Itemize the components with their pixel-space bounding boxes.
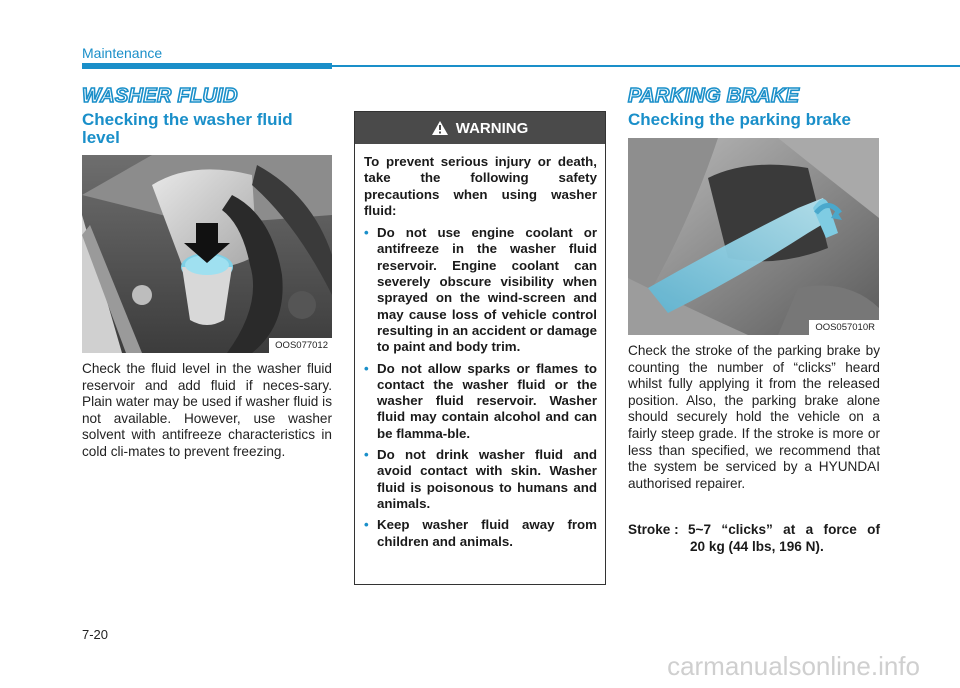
page-number: 7-20: [82, 627, 109, 642]
watermark: carmanualsonline.info: [667, 651, 920, 681]
parking-brake-title: PARKING BRAKE: [628, 85, 800, 107]
washer-fluid-subtitle: Checking the washer fluid level: [82, 110, 293, 147]
header-rule-thick: [82, 63, 332, 69]
parking-brake-subtitle: Checking the parking brake: [628, 110, 851, 129]
warning-box: [354, 111, 606, 585]
bullet-icon: •: [364, 360, 369, 376]
stroke-spec: [628, 522, 880, 555]
bullet-icon: •: [364, 225, 369, 241]
bullet-icon: •: [364, 447, 369, 463]
parking-brake-illustration: [628, 138, 879, 335]
stroke-line-1: 5~7 “clicks” at a force of: [688, 522, 880, 537]
image-code-right: OOS057010R: [809, 320, 879, 335]
washer-fluid-body: Check the fluid level in the washer fluid reservoir and add fluid if neces-sary. Plain water may be used if washer fluid is not available. However, use washer solvent with antifreeze characteristics in cold cli-mates to prevent freezing.: [82, 361, 332, 459]
warning-triangle-icon: [432, 121, 448, 135]
warning-item: • Do not allow sparks or flames to contact the washer fluid or the washer fluid reservoir. Washer fluid may contain alcohol and can be flamma-ble.: [364, 360, 597, 441]
section-label: Maintenance: [82, 45, 163, 61]
parking-brake-image: [628, 138, 879, 335]
stroke-line-2: 20 kg (44 lbs, 196 N).: [690, 538, 824, 554]
image-code-left: OOS077012: [269, 338, 332, 353]
stroke-label: Stroke :: [628, 522, 679, 537]
parking-brake-body: Check the stroke of the parking brake by counting the number of “clicks” heard whilst fully applying it from the released position. Also, the parking brake alone should securely hold the vehicle on a fairly steep grade. If the stroke is more or less than specified, we recommend that the system be serviced by a HYUNDAI authorised repairer.: [628, 343, 880, 491]
warning-intro: To prevent serious injury or death, take the following safety precautions when using washer fluid:: [364, 154, 597, 218]
warning-header: [355, 112, 605, 144]
warning-item: • Do not drink washer fluid and avoid contact with skin. Washer fluid is poisonous to humans and animals.: [364, 447, 597, 511]
bullet-icon: •: [364, 517, 369, 533]
warning-item: • Do not use engine coolant or antifreeze in the washer fluid reservoir. Engine coolant can severely obscure visibility when sprayed on the wind-screen and may cause loss of vehicle control resulting in an accident or damage to paint and body trim.: [364, 225, 597, 355]
header-rule-thin: [332, 65, 960, 67]
engine-bay-illustration: [82, 155, 332, 353]
washer-reservoir-image: [82, 155, 332, 353]
warning-list: [364, 225, 597, 550]
washer-fluid-title: WASHER FLUID: [82, 85, 238, 107]
warning-item: • Keep washer fluid away from children and animals.: [364, 517, 597, 549]
warning-label: WARNING: [455, 119, 529, 137]
